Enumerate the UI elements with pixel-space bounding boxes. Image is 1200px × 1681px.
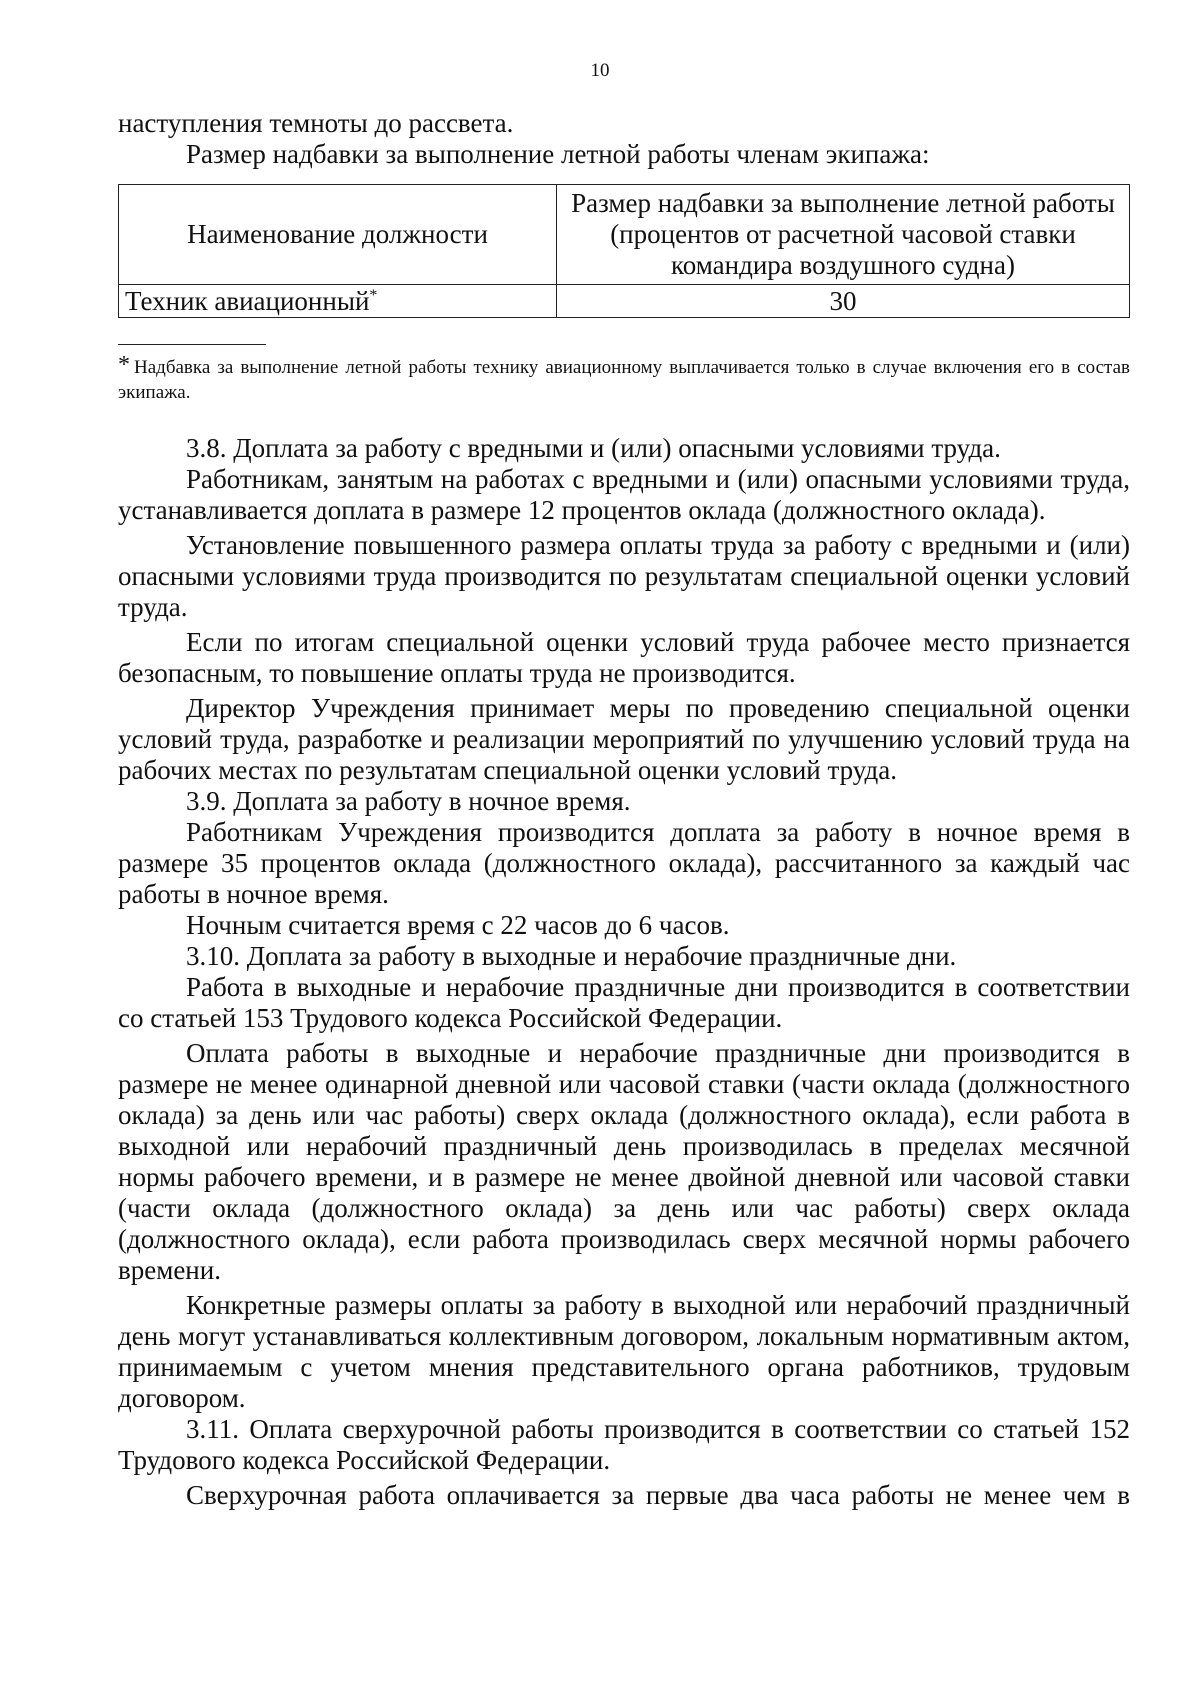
table-header-position: Наименование должности: [119, 185, 557, 285]
paragraph: Сверхурочная работа оплачивается за первые два часа работы не менее чем в: [186, 1480, 1130, 1510]
paragraph-3-8-heading: 3.8. Доплата за работу с вредными и (или) опасными условиями труда.: [186, 433, 1001, 463]
paragraph: Оплата работы в выходные и нерабочие праздничные дни производится в размере не менее одинарной дневной или часовой ставки (части оклада (должностного оклада) за день или час работы) сверх оклада (должностного оклада), если работа в выходной или нерабочий праздничный день производилась в пределах месячной нормы рабочего времени, и в размере не менее двойной дневной или часовой ставки (части оклада (должностного оклада) за день или час работы) сверх оклада (должностного оклада), если работа производилась сверх месячной нормы рабочего времени.: [118, 1038, 1130, 1285]
paragraph: Ночным считается время с 22 часов до 6 часов.: [186, 910, 730, 940]
footnote-text: Надбавка за выполнение летной работы технику авиационному выплачивается только в случае включения его в состав экипажа.: [118, 357, 1130, 403]
paragraph-3-11-heading: 3.11. Оплата сверхурочной работы производится в соответствии со статьей 152 Трудового кодекса Российской Федерации.: [118, 1414, 1130, 1475]
paragraph: Директор Учреждения принимает меры по проведению специальной оценки условий труда, разработке и реализации мероприятий по улучшению условий труда на рабочих местах по результатам специальной оценки условий труда.: [118, 693, 1130, 785]
flight-allowance-table: [118, 184, 1130, 318]
paragraph: Если по итогам специальной оценки условий труда рабочее место признается безопасным, то повышение оплаты труда не производится.: [118, 627, 1130, 688]
paragraph: Работникам Учреждения производится доплата за работу в ночное время в размере 35 процентов оклада (должностного оклада), рассчитанного за каждый час работы в ночное время.: [118, 817, 1130, 909]
table-row: [119, 285, 1130, 318]
footnote-mark: *: [118, 352, 130, 378]
paragraph: Работа в выходные и нерабочие праздничные дни производится в соответствии со статьей 153 Трудового кодекса Российской Федерации.: [118, 972, 1130, 1033]
footnote-divider: [118, 344, 266, 345]
table-header-row: [119, 185, 1130, 285]
footnote: [118, 352, 1130, 405]
intro-line-1: наступления темноты до рассвета.: [118, 108, 514, 138]
table-header-rate: Размер надбавки за выполнение летной работы (процентов от расчетной часовой ставки командира воздушного судна): [557, 185, 1130, 285]
table-cell-position: [119, 285, 557, 318]
document-body: [118, 108, 1130, 1511]
page-number: 10: [590, 60, 610, 81]
paragraph: Установление повышенного размера оплаты труда за работу с вредными и (или) опасными условиями труда производится по результатам специальной оценки условий труда.: [118, 530, 1130, 622]
intro-line-2: Размер надбавки за выполнение летной работы членам экипажа:: [186, 139, 930, 169]
table-cell-rate: 30: [557, 285, 1130, 318]
paragraph-3-9-heading: 3.9. Доплата за работу в ночное время.: [186, 786, 631, 816]
paragraph-3-10-heading: 3.10. Доплата за работу в выходные и нерабочие праздничные дни.: [186, 941, 957, 971]
position-name: Техник авиационный: [125, 285, 370, 316]
paragraph: Работникам, занятым на работах с вредными и (или) опасными условиями труда, устанавливается доплата в размере 12 процентов оклада (должностного оклада).: [118, 464, 1130, 525]
footnote-reference-mark: *: [369, 286, 378, 304]
paragraph: Конкретные размеры оплаты за работу в выходной или нерабочий праздничный день могут устанавливаться коллективным договором, локальным нормативным актом, принимаемым с учетом мнения представительного органа работников, трудовым договором.: [118, 1290, 1130, 1413]
